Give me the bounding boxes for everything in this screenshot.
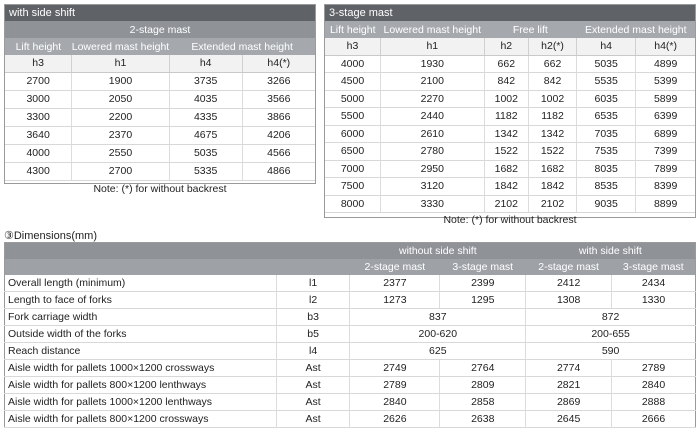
table-row — [325, 125, 695, 143]
subheader: 3-stage mast — [440, 259, 526, 275]
cell: 5000 — [325, 90, 381, 108]
cell: 2700 — [72, 162, 169, 180]
cell: 4866 — [242, 162, 315, 180]
table-row — [5, 377, 696, 394]
table-row — [5, 411, 696, 428]
merged-cell: 872 — [526, 309, 696, 326]
cell: 2888 — [612, 394, 696, 411]
header-extended-mast: Extended mast height — [169, 38, 315, 55]
cell: 662 — [528, 55, 576, 73]
cell: 3640 — [5, 126, 72, 144]
row-symbol: Ast — [276, 360, 350, 377]
note-text: Note: (*) for without backrest — [443, 214, 577, 227]
header-lift-height: Lift height — [325, 21, 381, 38]
cell: 2434 — [612, 275, 696, 292]
table-row — [5, 72, 315, 90]
cell: 3266 — [242, 72, 315, 90]
cell: 4566 — [242, 144, 315, 162]
cell: 1900 — [72, 72, 169, 90]
cell: 2950 — [381, 160, 485, 178]
right-spec-table — [325, 21, 695, 228]
cell: 1002 — [528, 90, 576, 108]
cell: 4675 — [169, 126, 242, 144]
cell: 1308 — [526, 292, 612, 309]
table-row — [5, 326, 696, 343]
table-row — [325, 108, 695, 126]
cell: 3330 — [381, 195, 485, 213]
cell: 1682 — [528, 160, 576, 178]
cell: 2764 — [440, 360, 526, 377]
row-symbol: b5 — [276, 326, 350, 343]
subheader: h1 — [72, 55, 169, 72]
cell: 8535 — [577, 178, 636, 196]
row-symbol: l2 — [276, 292, 350, 309]
cell: 5500 — [325, 108, 381, 126]
cell: 2270 — [381, 90, 485, 108]
cell: 2789 — [612, 360, 696, 377]
cell: 8899 — [636, 195, 695, 213]
table-row — [5, 309, 696, 326]
row-symbol: b3 — [276, 309, 350, 326]
group-header: 2-stage mast — [5, 21, 315, 38]
cell: 4000 — [325, 55, 381, 73]
cell: 2200 — [72, 108, 169, 126]
cell: 1522 — [528, 143, 576, 161]
cell: 4335 — [169, 108, 242, 126]
row-label: Aisle width for pallets 1000×1200 crossways — [5, 360, 277, 377]
cell: 2370 — [72, 126, 169, 144]
cell: 2840 — [350, 394, 440, 411]
merged-cell: 200-655 — [526, 326, 696, 343]
cell: 6000 — [325, 125, 381, 143]
cell: 8399 — [636, 178, 695, 196]
merged-cell: 837 — [350, 309, 526, 326]
table-row — [325, 195, 695, 213]
cell: 6535 — [577, 108, 636, 126]
subheader: 2-stage mast — [350, 259, 440, 275]
row-symbol: Ast — [276, 394, 350, 411]
table-row — [325, 73, 695, 91]
cell: 2412 — [526, 275, 612, 292]
cell: 1342 — [528, 125, 576, 143]
cell: 8035 — [577, 160, 636, 178]
table-row — [5, 343, 696, 360]
cell: 1330 — [612, 292, 696, 309]
subheader: h1 — [381, 38, 485, 55]
cell: 3120 — [381, 178, 485, 196]
cell: 5899 — [636, 90, 695, 108]
cell: 4500 — [325, 73, 381, 91]
row-symbol: l1 — [276, 275, 350, 292]
cell: 2440 — [381, 108, 485, 126]
subheader: h2(*) — [528, 38, 576, 55]
group-header-with-side-shift: with side shift — [526, 243, 696, 260]
merged-cell: 590 — [526, 343, 696, 360]
subheader: h2 — [484, 38, 528, 55]
subheader: h4(*) — [636, 38, 695, 55]
cell: 2102 — [528, 195, 576, 213]
cell: 3566 — [242, 90, 315, 108]
cell: 5035 — [577, 55, 636, 73]
subheader: h4 — [577, 38, 636, 55]
table-row — [325, 55, 695, 73]
cell: 9035 — [577, 195, 636, 213]
cell: 7035 — [577, 125, 636, 143]
cell: 1930 — [381, 55, 485, 73]
cell: 2774 — [526, 360, 612, 377]
cell: 2821 — [526, 377, 612, 394]
row-label: Aisle width for pallets 1000×1200 lenthways — [5, 394, 277, 411]
cell: 2780 — [381, 143, 485, 161]
subheader: h3 — [5, 55, 72, 72]
dimensions-section-title: ③Dimensions(mm) — [4, 230, 97, 242]
cell: 2749 — [350, 360, 440, 377]
cell: 1342 — [484, 125, 528, 143]
subheader: 3-stage mast — [612, 259, 696, 275]
table-row — [325, 160, 695, 178]
table-row — [5, 144, 315, 162]
cell: 1182 — [528, 108, 576, 126]
merged-cell: 200-620 — [350, 326, 526, 343]
cell: 1682 — [484, 160, 528, 178]
cell: 2102 — [484, 195, 528, 213]
left-spec-table — [5, 21, 315, 197]
row-label: Fork carriage width — [5, 309, 277, 326]
cell: 3866 — [242, 108, 315, 126]
cell: 3000 — [5, 90, 72, 108]
table-row — [5, 292, 696, 309]
cell: 4206 — [242, 126, 315, 144]
row-label: Reach distance — [5, 343, 277, 360]
subheader: h4(*) — [242, 55, 315, 72]
header-blank — [5, 243, 350, 260]
cell: 2789 — [350, 377, 440, 394]
cell: 5035 — [169, 144, 242, 162]
cell: 4899 — [636, 55, 695, 73]
left-panel-title: with side shift — [5, 5, 315, 21]
row-label: Aisle width for pallets 800×1200 crossways — [5, 411, 277, 428]
row-symbol: Ast — [276, 411, 350, 428]
cell: 1295 — [440, 292, 526, 309]
row-label: Length to face of forks — [5, 292, 277, 309]
table-row — [5, 394, 696, 411]
cell: 2858 — [440, 394, 526, 411]
cell: 3735 — [169, 72, 242, 90]
cell: 3300 — [5, 108, 72, 126]
table-row — [5, 162, 315, 180]
table-row — [5, 108, 315, 126]
subheader: h4 — [169, 55, 242, 72]
row-label: Aisle width for pallets 800×1200 lenthways — [5, 377, 277, 394]
cell: 2645 — [526, 411, 612, 428]
cell: 4300 — [5, 162, 72, 180]
table-row — [5, 275, 696, 292]
cell: 1273 — [350, 292, 440, 309]
dimensions-table — [4, 242, 696, 428]
table-row — [325, 90, 695, 108]
cell: 2666 — [612, 411, 696, 428]
cell: 2550 — [72, 144, 169, 162]
cell: 2700 — [5, 72, 72, 90]
cell: 2626 — [350, 411, 440, 428]
cell: 2399 — [440, 275, 526, 292]
cell: 2050 — [72, 90, 169, 108]
cell: 6500 — [325, 143, 381, 161]
header-free-lift: Free lift — [484, 21, 576, 38]
right-spec-panel — [324, 4, 696, 227]
header-lowered-mast: Lowered mast height — [381, 21, 485, 38]
cell: 7535 — [577, 143, 636, 161]
cell: 2610 — [381, 125, 485, 143]
header-extended-mast: Extended mast height — [577, 21, 695, 38]
cell: 1842 — [484, 178, 528, 196]
header-lift-height: Lift height — [5, 38, 72, 55]
cell: 1522 — [484, 143, 528, 161]
cell: 2377 — [350, 275, 440, 292]
cell: 5535 — [577, 73, 636, 91]
cell: 7500 — [325, 178, 381, 196]
table-row — [325, 178, 695, 196]
table-row — [5, 360, 696, 377]
cell: 5335 — [169, 162, 242, 180]
cell: 6035 — [577, 90, 636, 108]
cell: 842 — [528, 73, 576, 91]
cell: 842 — [484, 73, 528, 91]
right-panel-title: 3-stage mast — [325, 5, 695, 21]
row-label: Outside width of the forks — [5, 326, 277, 343]
table-row — [5, 90, 315, 108]
merged-cell: 625 — [350, 343, 526, 360]
cell: 4000 — [5, 144, 72, 162]
cell: 2100 — [381, 73, 485, 91]
row-label: Overall length (minimum) — [5, 275, 277, 292]
cell: 1002 — [484, 90, 528, 108]
cell: 1182 — [484, 108, 528, 126]
subheader: 2-stage mast — [526, 259, 612, 275]
header-blank — [5, 259, 350, 275]
cell: 2638 — [440, 411, 526, 428]
table-row — [5, 126, 315, 144]
cell: 1842 — [528, 178, 576, 196]
cell: 2840 — [612, 377, 696, 394]
subheader: h3 — [325, 38, 381, 55]
table-row — [325, 143, 695, 161]
cell: 4035 — [169, 90, 242, 108]
cell: 2869 — [526, 394, 612, 411]
cell: 662 — [484, 55, 528, 73]
left-spec-panel — [4, 4, 316, 195]
cell: 7000 — [325, 160, 381, 178]
row-symbol: Ast — [276, 377, 350, 394]
cell: 6899 — [636, 125, 695, 143]
cell: 6399 — [636, 108, 695, 126]
cell: 8000 — [325, 195, 381, 213]
note-text: Note: (*) for without backrest — [93, 182, 227, 195]
cell: 7399 — [636, 143, 695, 161]
cell: 2809 — [440, 377, 526, 394]
row-symbol: l4 — [276, 343, 350, 360]
group-header-without-side-shift: without side shift — [350, 243, 526, 260]
cell: 7899 — [636, 160, 695, 178]
header-lowered-mast: Lowered mast height — [72, 38, 169, 55]
cell: 5399 — [636, 73, 695, 91]
